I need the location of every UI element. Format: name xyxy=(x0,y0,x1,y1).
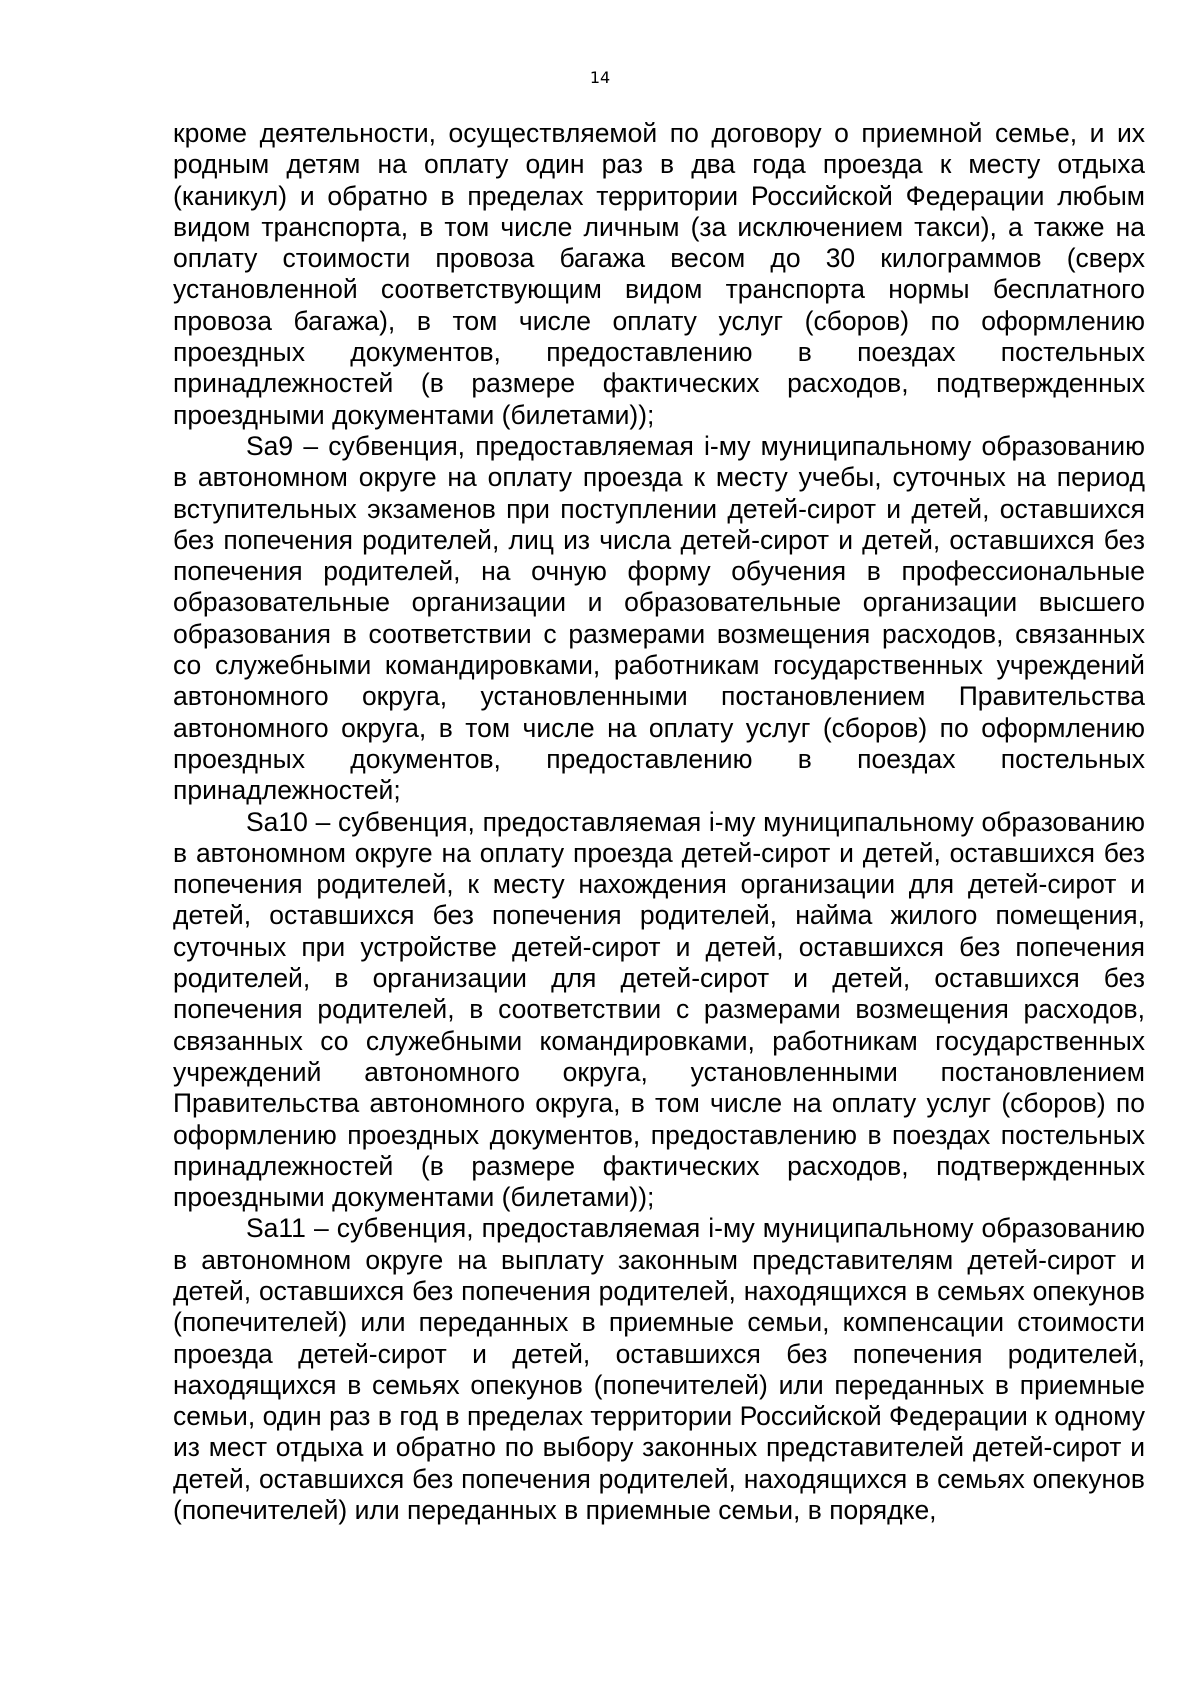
paragraph-sa10: Sa10 – субвенция, предоставляемая i-му муниципальному образованию в автономном округе на оплату проезда детей-сирот и детей, оставшихся без попечения родителей, к месту нахождения организации для детей-сирот и детей, оставшихся без попечения родителей, найма жилого помещения, суточных при устройстве детей-сирот и детей, оставшихся без попечения родителей, в организации для детей-сирот и детей, оставшихся без попечения родителей, в соответствии с размерами возмещения расходов, связанных со служебными командировками, работникам государственных учреждений автономного округа, установленными постановлением Правительства автономного округа, в том числе на оплату услуг (сборов) по оформлению проездных документов, предоставлению в поездах постельных принадлежностей (в размере фактических расходов, подтвержденных проездными документами (билетами)); xyxy=(173,806,1145,1213)
paragraph-continuation: кроме деятельности, осуществляемой по договору о приемной семье, и их родным детям на оплату один раз в два года проезда к месту отдыха (каникул) и обратно в пределах территории Российской Федерации любым видом транспорта, в том числе личным (за исключением такси), а также на оплату стоимости провоза багажа весом до 30 килограммов (сверх установленной соответствующим видом транспорта нормы бесплатного провоза багажа), в том числе оплату услуг (сборов) по оформлению проездных документов, предоставлению в поездах постельных принадлежностей (в размере фактических расходов, подтвержденных проездными документами (билетами)); xyxy=(173,118,1145,430)
document-body xyxy=(173,118,1145,1526)
paragraph-sa9: Sa9 – субвенция, предоставляемая i-му муниципальному образованию в автономном округе на оплату проезда к месту учебы, суточных на период вступительных экзаменов при поступлении детей-сирот и детей, оставшихся без попечения родителей, лиц из числа детей-сирот и детей, оставшихся без попечения родителей, на очную форму обучения в профессиональные образовательные организации и образовательные организации высшего образования в соответствии с размерами возмещения расходов, связанных со служебными командировками, работникам государственных учреждений автономного округа, установленными постановлением Правительства автономного округа, в том числе на оплату услуг (сборов) по оформлению проездных документов, предоставлению в поездах постельных принадлежностей; xyxy=(173,430,1145,806)
page-number: 14 xyxy=(589,68,611,87)
paragraph-sa11: Sa11 – субвенция, предоставляемая i-му муниципальному образованию в автономном округе на выплату законным представителям детей-сирот и детей, оставшихся без попечения родителей, находящихся в семьях опекунов (попечителей) или переданных в приемные семьи, компенсации стоимости проезда детей-сирот и детей, оставшихся без попечения родителей, находящихся в семьях опекунов (попечителей) или переданных в приемные семьи, один раз в год в пределах территории Российской Федерации к одному из мест отдыха и обратно по выбору законных представителей детей-сирот и детей, оставшихся без попечения родителей, находящихся в семьях опекунов (попечителей) или переданных в приемные семьи, в порядке, xyxy=(173,1213,1145,1526)
